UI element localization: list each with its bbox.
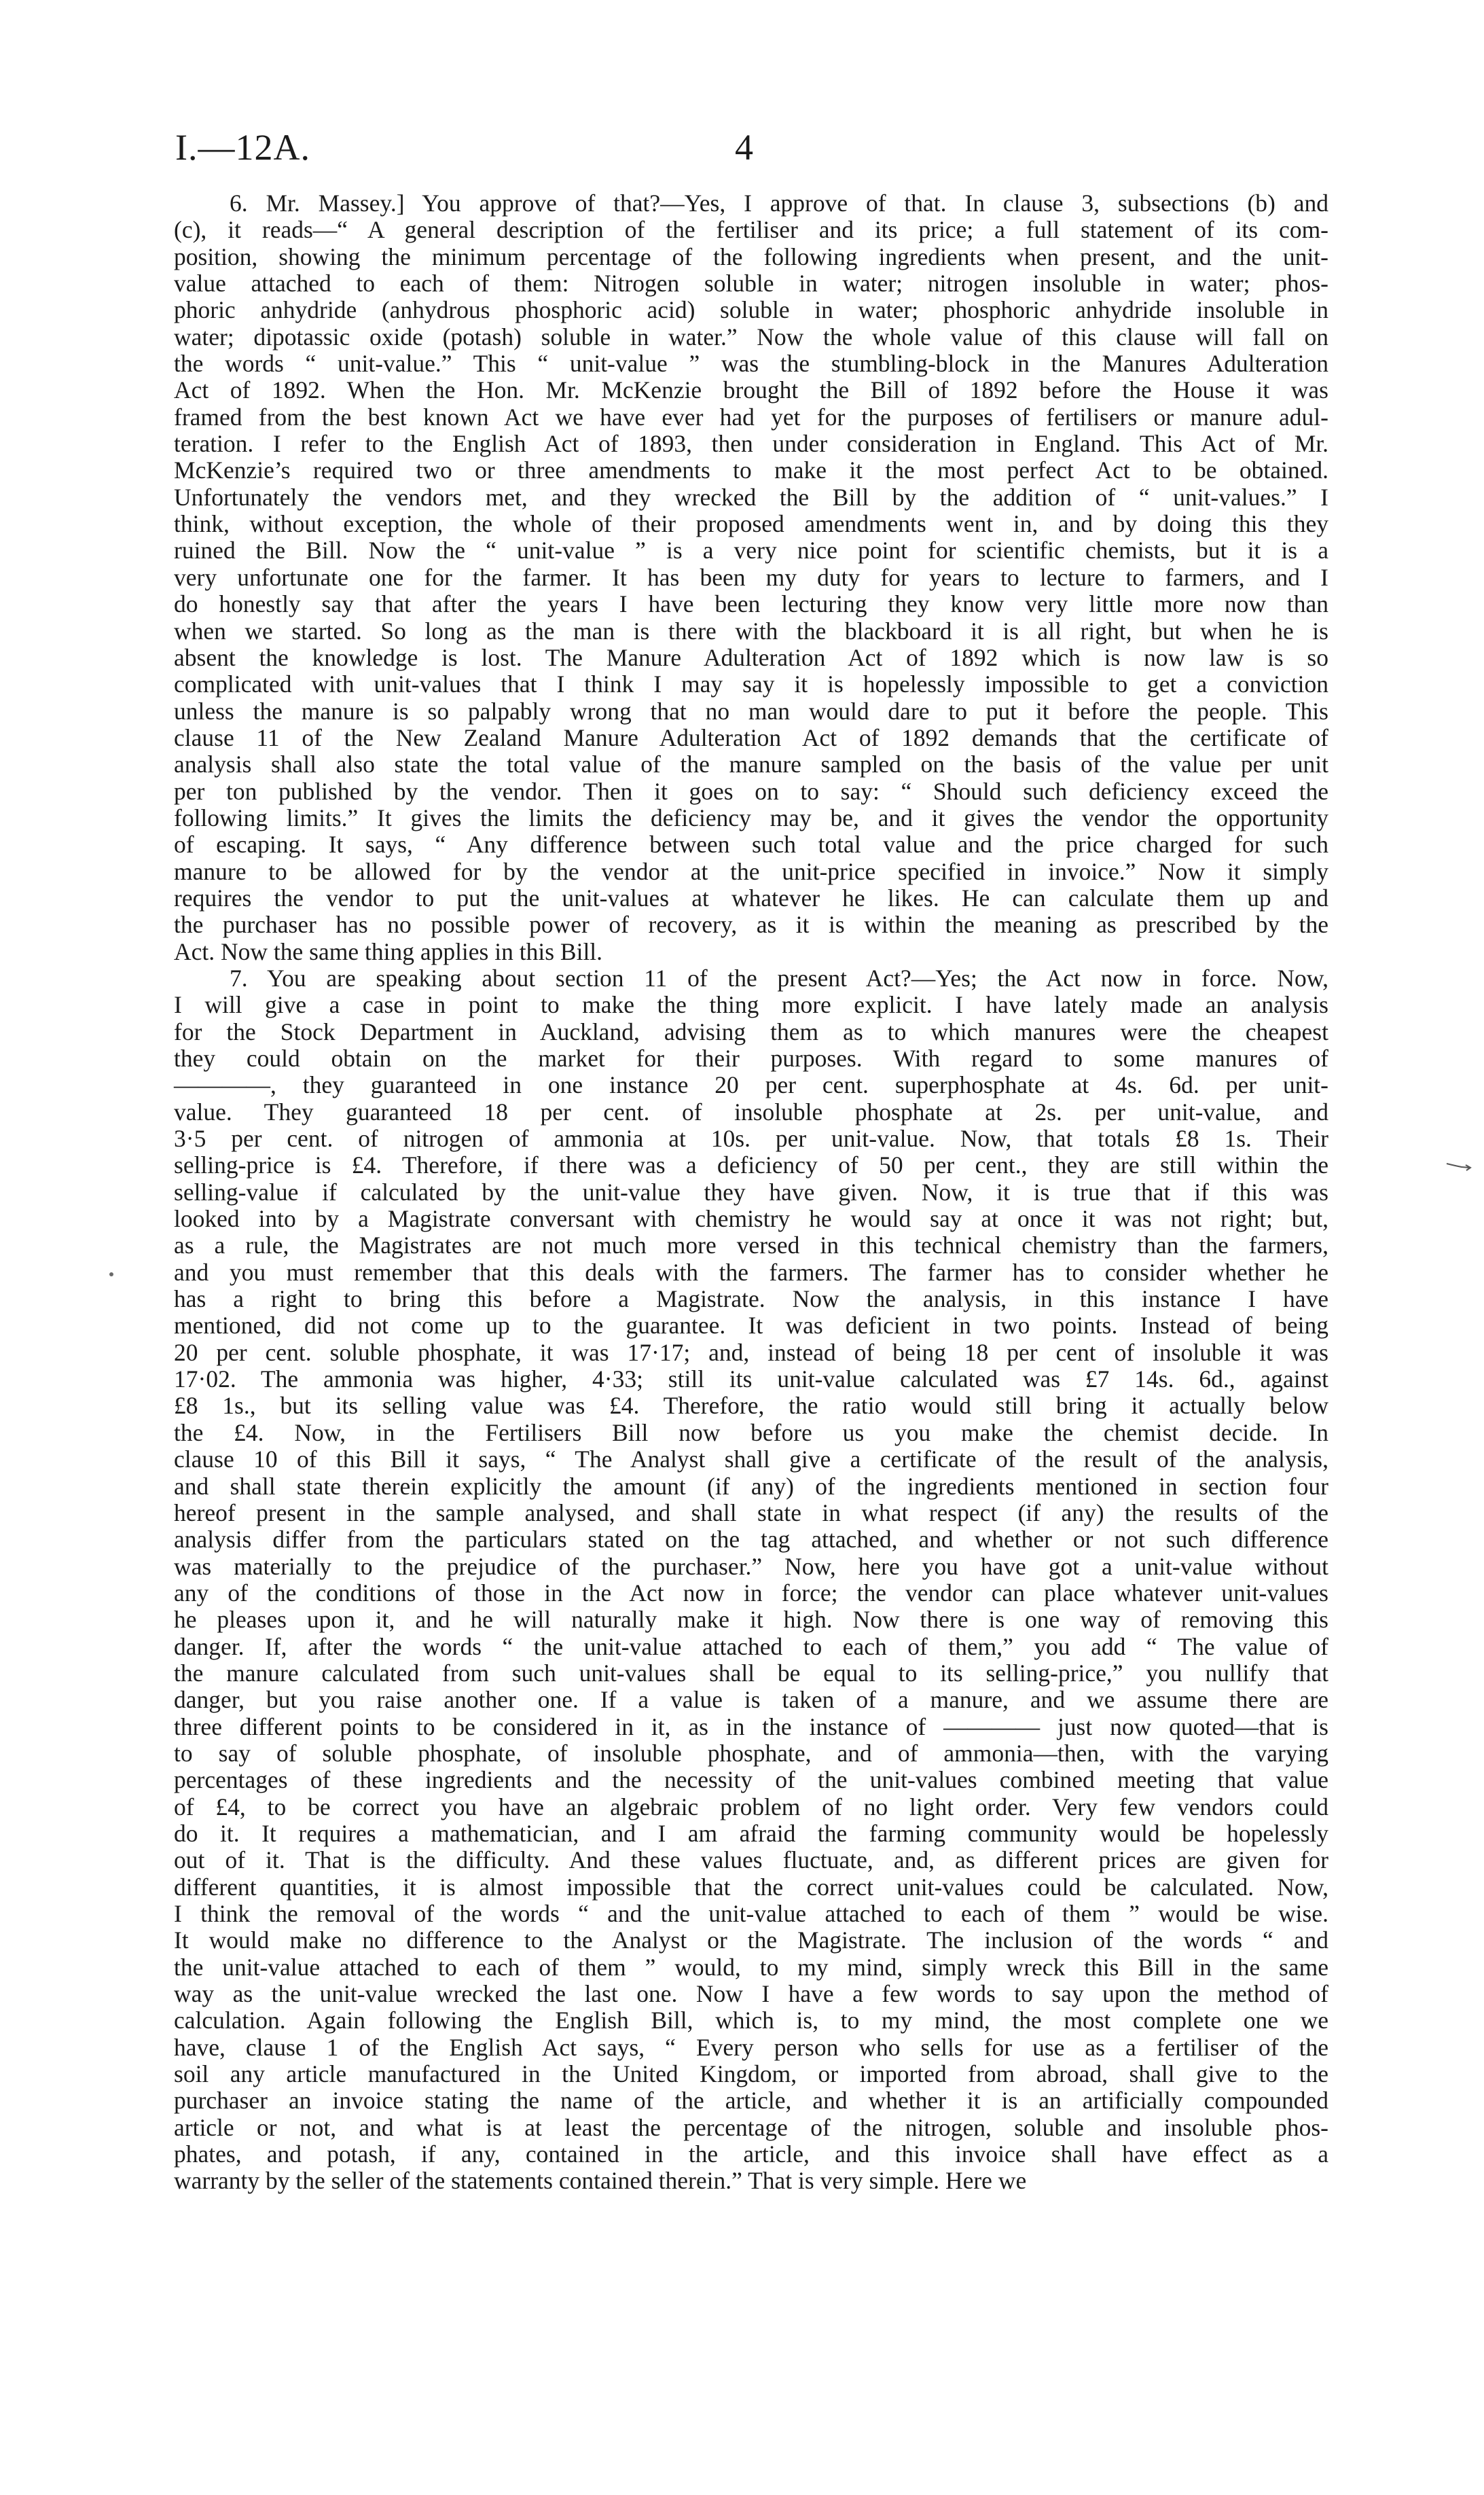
- text-line: phoric anhydride (anhydrous phosphoric acid) soluble in water; phosphoric anhydride insoluble in: [174, 296, 1328, 324]
- text-line: complicated with unit-values that I think I may say it is hopelessly impossible to get a conviction: [174, 670, 1328, 698]
- text-line: I think the removal of the words “ and the unit-value attached to each of them ” would be wise.: [174, 1900, 1328, 1927]
- text-line: to say of soluble phosphate, of insoluble phosphate, and of ammonia—then, with the varying: [174, 1739, 1328, 1767]
- text-line: manure to be allowed for by the vendor at the unit-price specified in invoice.” Now it simply: [174, 857, 1328, 885]
- text-line: selling-value if calculated by the unit-value they have given. Now, it is true that if this was: [174, 1178, 1328, 1206]
- text-line: purchaser an invoice stating the name of the article, and whether it is an artificially compounded: [174, 2087, 1328, 2115]
- text-line: way as the unit-value wrecked the last one. Now I have a few words to say upon the method of: [174, 1980, 1328, 2008]
- text-line: analysis shall also state the total value of the manure sampled on the basis of the value per unit: [174, 751, 1328, 778]
- paper-reference: I.—12A.: [175, 127, 310, 168]
- text-line: Act. Now the same thing applies in this Bill.: [174, 937, 603, 965]
- text-line: and shall state therein explicitly the amount (if any) of the ingredients mentioned in section four: [174, 1472, 1328, 1500]
- text-line: the manure calculated from such unit-values shall be equal to its selling-price,” you nullify that: [174, 1659, 1328, 1687]
- text-line: hereof present in the sample analysed, and shall state in what respect (if any) the results of the: [174, 1498, 1328, 1526]
- text-line: out of it. That is the difficulty. And these values fluctuate, and, as different prices are given for: [174, 1846, 1328, 1874]
- text-line: Unfortunately the vendors met, and they wrecked the Bill by the addition of “ unit-values.” I: [174, 483, 1328, 511]
- text-line: requires the vendor to put the unit-values at whatever he likes. He can calculate them up and: [174, 884, 1328, 912]
- text-line: danger. If, after the words “ the unit-value attached to each of them,” you add “ The value of: [174, 1632, 1328, 1660]
- text-line: value attached to each of them: Nitrogen soluble in water; nitrogen insoluble in water; phos-: [174, 270, 1328, 298]
- text-line: different quantities, it is almost impossible that the correct unit-values could be calculated. Now,: [174, 1873, 1328, 1901]
- text-line: percentages of these ingredients and the necessity of the unit-values combined meeting that value: [174, 1766, 1328, 1794]
- text-line: they could obtain on the market for their purposes. With regard to some manures of: [174, 1045, 1328, 1072]
- text-line: have, clause 1 of the English Act says, “ Every person who sells for use as a fertiliser of the: [174, 2033, 1328, 2061]
- text-line: selling-price is £4. Therefore, if there was a deficiency of 50 per cent., they are still within the: [174, 1151, 1328, 1179]
- text-line: Act of 1892. When the Hon. Mr. McKenzie brought the Bill of 1892 before the House it was: [174, 376, 1328, 404]
- text-line: he pleases upon it, and he will naturally make it high. Now there is one way of removing this: [174, 1606, 1328, 1634]
- text-line: framed from the best known Act we have ever had yet for the purposes of fertilisers or manure adul-: [174, 403, 1328, 431]
- text-line: any of the conditions of those in the Act now in force; the vendor can place whatever unit-values: [174, 1579, 1328, 1607]
- text-line: unless the manure is so palpably wrong that no man would dare to put it before the people. This: [174, 697, 1328, 725]
- text-line: clause 11 of the New Zealand Manure Adulteration Act of 1892 demands that the certificate of: [174, 723, 1328, 751]
- text-line: mentioned, did not come up to the guarantee. It was deficient in two points. Instead of being: [174, 1312, 1328, 1340]
- text-line: soil any article manufactured in the United Kingdom, or imported from abroad, shall give to the: [174, 2060, 1328, 2088]
- text-line: McKenzie’s required two or three amendments to make it the most perfect Act to be obtained.: [174, 456, 1328, 484]
- text-line: do honestly say that after the years I have been lecturing they know very little more now than: [174, 590, 1328, 618]
- text-line: the words “ unit-value.” This “ unit-value ” was the stumbling-block in the Manures Adulteration: [174, 350, 1328, 378]
- body-text: [174, 190, 1328, 2195]
- text-line: teration. I refer to the English Act of 1893, then under consideration in England. This Act of Mr.: [174, 430, 1328, 458]
- text-line: It would make no difference to the Analyst or the Magistrate. The inclusion of the words “ and: [174, 1926, 1328, 1954]
- margin-dot: [109, 1272, 113, 1276]
- text-line: the unit-value attached to each of them ” would, to my mind, simply wreck this Bill in the same: [174, 1953, 1328, 1981]
- page-number: 4: [735, 127, 753, 168]
- text-line: when we started. So long as the man is there with the blackboard it is all right, but when he is: [174, 617, 1328, 645]
- text-line: 7. You are speaking about section 11 of the present Act?—Yes; the Act now in force. Now,: [230, 964, 1328, 992]
- text-line: water; dipotassic oxide (potash) soluble in water.” Now the whole value of this clause will fall on: [174, 323, 1328, 351]
- text-line: three different points to be considered in it, as in the instance of ———— just now quoted—that is: [174, 1712, 1328, 1740]
- text-line: following limits.” It gives the limits the deficiency may be, and it gives the vendor the opportunity: [174, 804, 1328, 831]
- text-line: and you must remember that this deals with the farmers. The farmer has to consider whether he: [174, 1258, 1328, 1286]
- text-line: absent the knowledge is lost. The Manure Adulteration Act of 1892 which is now law is so: [174, 643, 1328, 671]
- text-line: very unfortunate one for the farmer. It has been my duty for years to lecture to farmers, and I: [174, 563, 1328, 591]
- text-line: as a rule, the Magistrates are not much more versed in this technical chemistry than the farmers,: [174, 1232, 1328, 1259]
- text-line: the £4. Now, in the Fertilisers Bill now before us you make the chemist decide. In: [174, 1418, 1328, 1446]
- text-line: phates, and potash, if any, contained in the article, and this invoice shall have effect as a: [174, 2140, 1328, 2168]
- text-line: for the Stock Department in Auckland, advising them as to which manures were the cheapest: [174, 1018, 1328, 1045]
- text-line: (c), it reads—“ A general description of the fertiliser and its price; a full statement of its com-: [174, 216, 1328, 244]
- text-line: 6. Mr. Massey.] You approve of that?—Yes, I approve of that. In clause 3, subsections (b) and: [230, 190, 1328, 217]
- text-line: 17·02. The ammonia was higher, 4·33; still its unit-value calculated was £7 14s. 6d., against: [174, 1365, 1328, 1393]
- text-line: position, showing the minimum percentage of the following ingredients when present, and the unit-: [174, 243, 1328, 270]
- text-line: warranty by the seller of the statements contained therein.” That is very simple. Here we: [174, 2167, 1027, 2195]
- text-line: per ton published by the vendor. Then it goes on to say: “ Should such deficiency exceed the: [174, 777, 1328, 805]
- margin-mark-icon: [1445, 1160, 1472, 1173]
- text-line: 20 per cent. soluble phosphate, it was 17·17; and, instead of being 18 per cent of insoluble it was: [174, 1338, 1328, 1366]
- text-line: think, without exception, the whole of their proposed amendments went in, and by doing this they: [174, 510, 1328, 538]
- text-line: clause 10 of this Bill it says, “ The Analyst shall give a certificate of the result of the analysis,: [174, 1446, 1328, 1473]
- text-line: do it. It requires a mathematician, and I am afraid the farming community would be hopelessly: [174, 1819, 1328, 1847]
- text-line: analysis differ from the particulars stated on the tag attached, and whether or not such difference: [174, 1526, 1328, 1554]
- text-line: looked into by a Magistrate conversant with chemistry he would say at once it was not right; but,: [174, 1205, 1328, 1233]
- text-line: 3·5 per cent. of nitrogen of ammonia at 10s. per unit-value. Now, that totals £8 1s. Their: [174, 1125, 1328, 1153]
- text-line: has a right to bring this before a Magistrate. Now the analysis, in this instance I have: [174, 1285, 1328, 1313]
- text-line: danger, but you raise another one. If a value is taken of a manure, and we assume there are: [174, 1686, 1328, 1714]
- text-line: calculation. Again following the English Bill, which is, to my mind, the most complete one we: [174, 2007, 1328, 2034]
- text-line: ————, they guaranteed in one instance 20 per cent. superphosphate at 4s. 6d. per unit-: [174, 1071, 1328, 1099]
- text-line: value. They guaranteed 18 per cent. of insoluble phosphate at 2s. per unit-value, and: [174, 1098, 1328, 1126]
- text-line: the purchaser has no possible power of recovery, as it is within the meaning as prescribed by the: [174, 911, 1328, 939]
- text-line: I will give a case in point to make the thing more explicit. I have lately made an analysis: [174, 991, 1328, 1019]
- text-line: article or not, and what is at least the percentage of the nitrogen, soluble and insoluble phos-: [174, 2113, 1328, 2141]
- text-line: £8 1s., but its selling value was £4. Therefore, the ratio would still bring it actually below: [174, 1392, 1328, 1420]
- text-line: ruined the Bill. Now the “ unit-value ” is a very nice point for scientific chemists, but it is a: [174, 537, 1328, 564]
- text-line: was materially to the prejudice of the purchaser.” Now, here you have got a unit-value without: [174, 1552, 1328, 1580]
- text-line: of escaping. It says, “ Any difference between such total value and the price charged for such: [174, 831, 1328, 859]
- text-line: of £4, to be correct you have an algebraic problem of no light order. Very few vendors could: [174, 1793, 1328, 1820]
